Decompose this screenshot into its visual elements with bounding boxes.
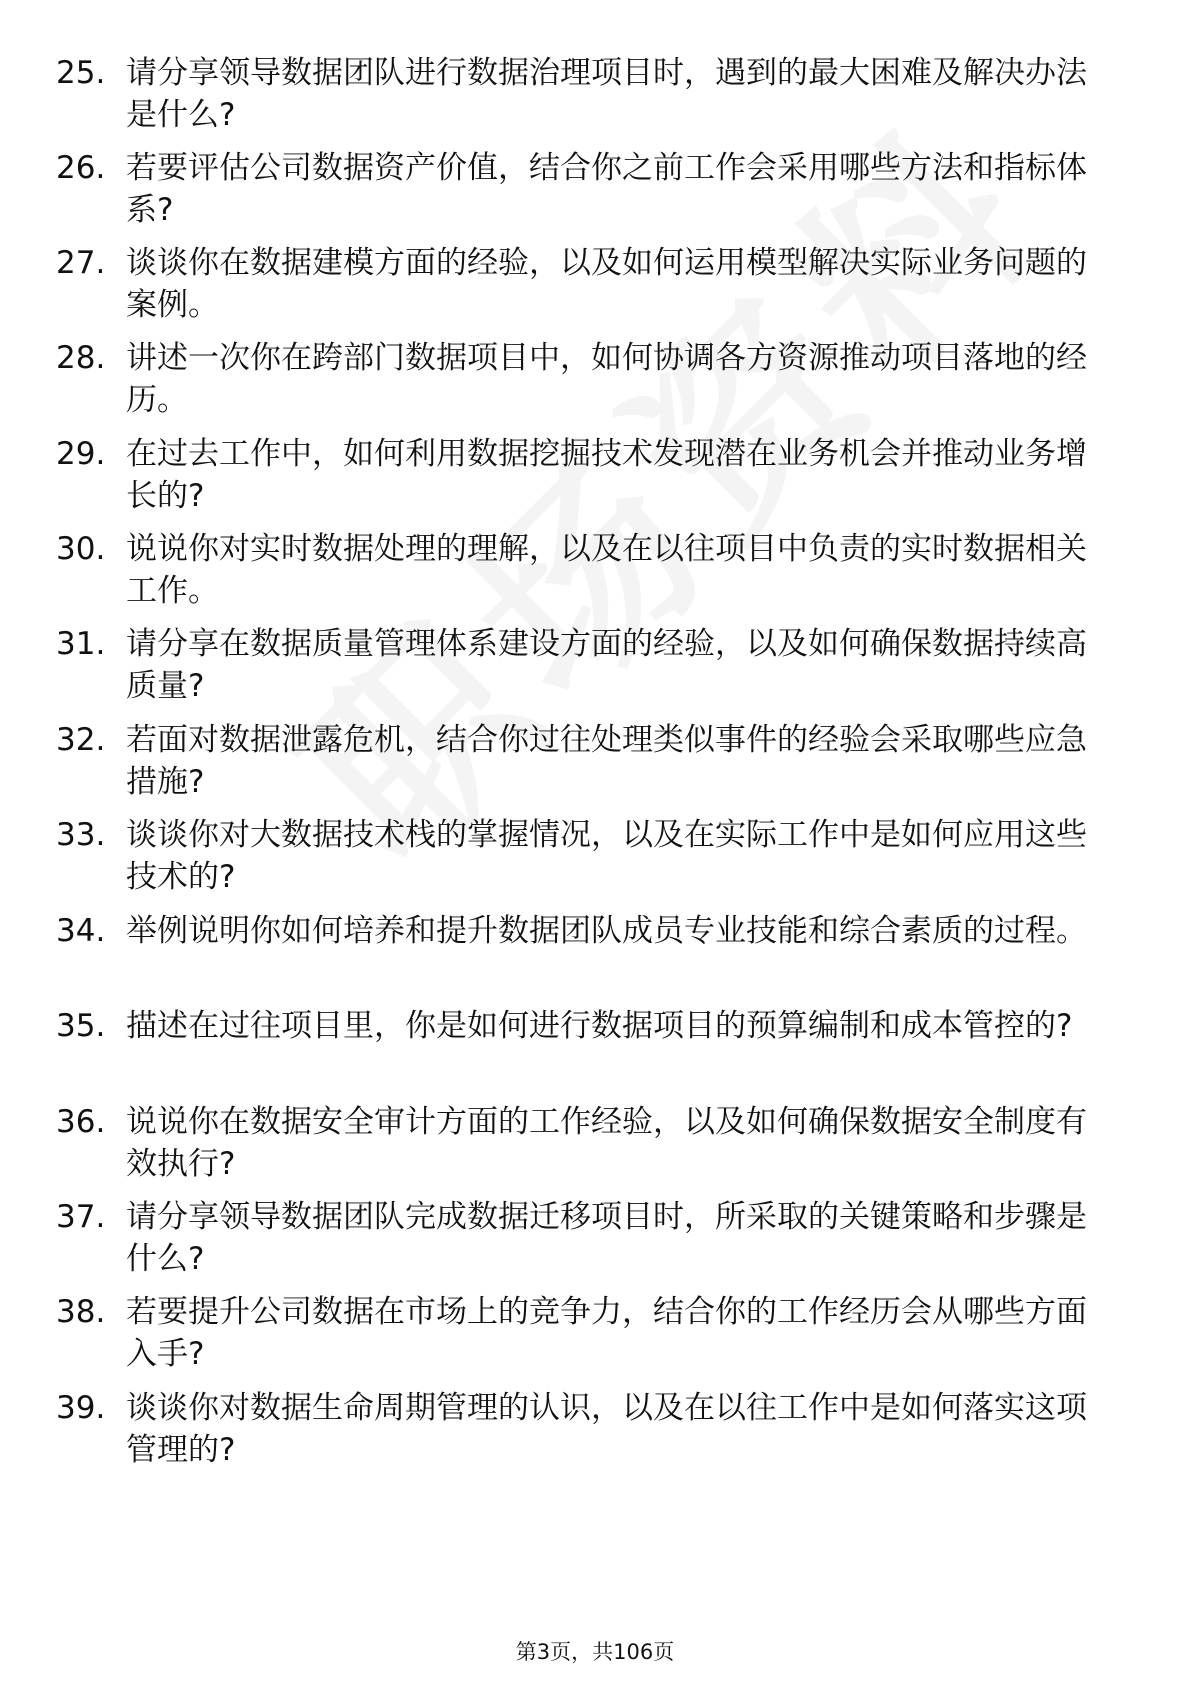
question-number: 35. <box>56 1008 106 1044</box>
question-number: 25. <box>56 55 106 91</box>
question-text: 说说你对实时数据处理的理解，以及在以往项目中负责的实时数据相关工作。 <box>126 531 1087 609</box>
question-text: 谈谈你对数据生命周期管理的认识，以及在以往工作中是如何落实这项管理的? <box>126 1390 1087 1468</box>
question-number: 34. <box>56 913 106 949</box>
question-text: 若面对数据泄露危机，结合你过往处理类似事件的经验会采取哪些应急措施? <box>126 722 1087 800</box>
question-text: 谈谈你对大数据技术栈的掌握情况，以及在实际工作中是如何应用这些技术的? <box>126 817 1087 895</box>
question-text: 若要提升公司数据在市场上的竞争力，结合你的工作经历会从哪些方面入手? <box>126 1294 1087 1372</box>
question-number: 33. <box>56 817 106 853</box>
question-text: 请分享领导数据团队进行数据治理项目时，遇到的最大困难及解决办法是什么? <box>126 55 1087 133</box>
question-number: 31. <box>56 626 106 662</box>
question-number: 38. <box>56 1294 106 1330</box>
question-text: 请分享领导数据团队完成数据迁移项目时，所采取的关键策略和步骤是什么? <box>126 1199 1087 1277</box>
question-text: 若要评估公司数据资产价值，结合你之前工作会采用哪些方法和指标体系? <box>126 150 1087 228</box>
question-text: 讲述一次你在跨部门数据项目中，如何协调各方资源推动项目落地的经历。 <box>126 340 1087 418</box>
question-text: 描述在过往项目里，你是如何进行数据项目的预算编制和成本管控的? <box>126 1008 1073 1044</box>
question-number: 28. <box>56 340 106 376</box>
question-number: 27. <box>56 245 106 281</box>
question-number: 36. <box>56 1104 106 1140</box>
question-number: 39. <box>56 1390 106 1426</box>
question-number: 26. <box>56 150 106 186</box>
question-number: 30. <box>56 531 106 567</box>
page-number: 第3页，共106页 <box>515 1640 675 1664</box>
question-number: 37. <box>56 1199 106 1235</box>
question-text: 谈谈你在数据建模方面的经验，以及如何运用模型解决实际业务问题的案例。 <box>126 245 1087 323</box>
question-text: 在过去工作中，如何利用数据挖掘技术发现潜在业务机会并推动业务增长的? <box>126 436 1087 514</box>
question-number: 32. <box>56 722 106 758</box>
question-number: 29. <box>56 436 106 472</box>
question-text: 举例说明你如何培养和提升数据团队成员专业技能和综合素质的过程。 <box>126 913 1087 949</box>
question-text: 请分享在数据质量管理体系建设方面的经验，以及如何确保数据持续高质量? <box>126 626 1087 704</box>
question-text: 说说你在数据安全审计方面的工作经验，以及如何确保数据安全制度有效执行? <box>126 1104 1087 1182</box>
